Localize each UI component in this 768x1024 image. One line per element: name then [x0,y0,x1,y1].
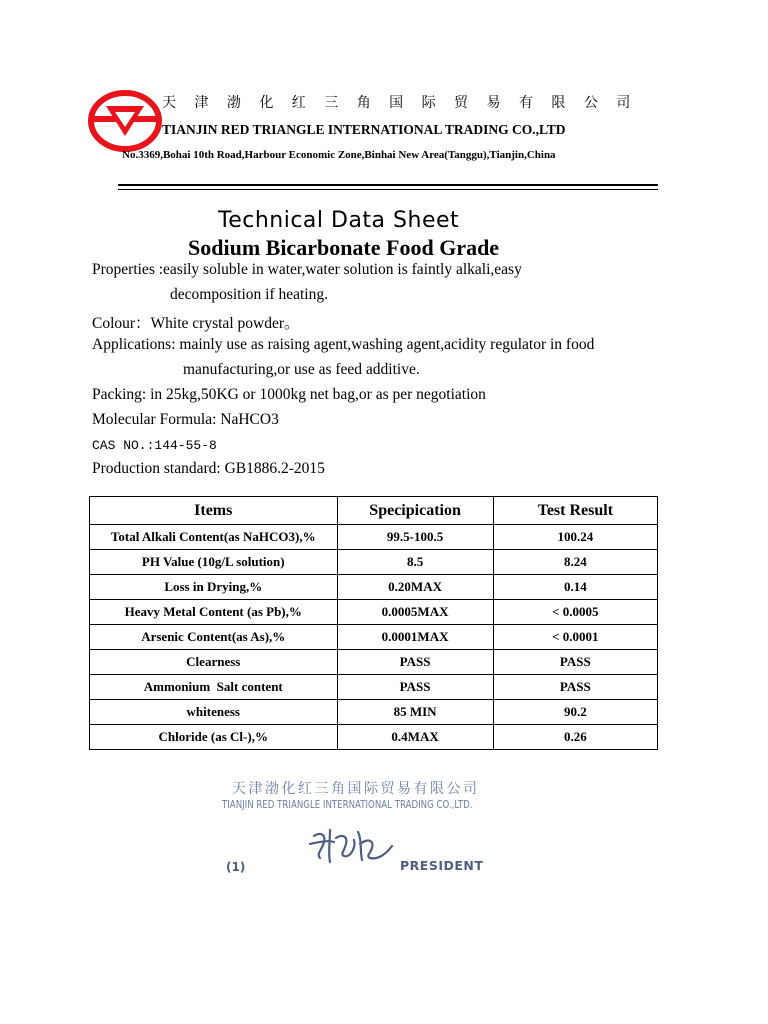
packing-text: Packing: in 25kg,50KG or 1000kg net bag,or as per negotiation [92,386,486,403]
table-row [90,575,658,600]
result-cell: 0.26 [493,725,657,750]
header-divider [118,184,658,186]
item-cell: PH Value (10g/L solution) [90,550,338,575]
stamp-president-title: PRESIDENT [400,858,484,873]
item-cell: Arsenic Content(as As),% [90,625,338,650]
column-header-items: Items [90,497,338,525]
result-cell: PASS [493,650,657,675]
table-row [90,725,658,750]
applications-text: Applications: mainly use as raising agent,washing agent,acidity regulator in food [92,336,595,353]
spec-cell: 0.20MAX [337,575,493,600]
spec-cell: 99.5-100.5 [337,525,493,550]
colour-text: Colour：White crystal powder。 [92,315,300,332]
properties-text: Properties :easily soluble in water,water solution is faintly alkali,easy [92,261,522,278]
formula-text: Molecular Formula: NaHCO3 [92,411,279,428]
result-cell: 90.2 [493,700,657,725]
stamp-company-en: TIANJIN RED TRIANGLE INTERNATIONAL TRADING CO.,LTD. [222,799,473,811]
item-cell: whiteness [90,700,338,725]
product-name: Sodium Bicarbonate Food Grade [188,235,500,260]
result-cell: < 0.0001 [493,625,657,650]
result-cell: 8.24 [493,550,657,575]
applications-text-cont: manufacturing,or use as feed additive. [183,361,420,378]
company-address: No.3369,Bohai 10th Road,Harbour Economic Zone,Binhai New Area(Tanggu),Tianjin,China [122,149,556,161]
table-row [90,650,658,675]
company-logo [88,90,162,152]
cas-number: CAS NO.:144-55-8 [92,438,217,453]
result-cell: 0.14 [493,575,657,600]
table-row [90,550,658,575]
result-cell: PASS [493,675,657,700]
spec-cell: 8.5 [337,550,493,575]
stamp-company-cn: 天津渤化红三角国际贸易有限公司 [232,781,480,797]
spec-cell: 0.0005MAX [337,600,493,625]
spec-cell: PASS [337,675,493,700]
president-signature [300,818,400,868]
spec-cell: PASS [337,650,493,675]
properties-text-cont: decomposition if heating. [170,286,328,303]
company-name-cn: 天 津 渤 化 红 三 角 国 际 贸 易 有 限 公 司 [162,95,638,111]
item-cell: Clearness [90,650,338,675]
item-cell: Total Alkali Content(as NaHCO3),% [90,525,338,550]
result-cell: 100.24 [493,525,657,550]
table-row [90,525,658,550]
stamp-page-number: (1) [226,860,246,874]
column-header-test-result: Test Result [493,497,657,525]
item-cell: Ammonium Salt content [90,675,338,700]
spec-cell: 0.0001MAX [337,625,493,650]
item-cell: Heavy Metal Content (as Pb),% [90,600,338,625]
header-divider-thin [118,189,658,190]
table-row [90,700,658,725]
item-cell: Chloride (as Cl-),% [90,725,338,750]
result-cell: < 0.0005 [493,600,657,625]
table-row [90,625,658,650]
table-row [90,675,658,700]
table-header-row [90,497,658,525]
table-row [90,600,658,625]
document-title: Technical Data Sheet [218,208,460,233]
column-header-specification: Specipication [337,497,493,525]
company-name-en: TIANJIN RED TRIANGLE INTERNATIONAL TRADING CO.,LTD [162,122,566,137]
production-standard: Production standard: GB1886.2-2015 [92,460,325,477]
specification-table [89,496,658,750]
spec-cell: 0.4MAX [337,725,493,750]
spec-cell: 85 MIN [337,700,493,725]
item-cell: Loss in Drying,% [90,575,338,600]
